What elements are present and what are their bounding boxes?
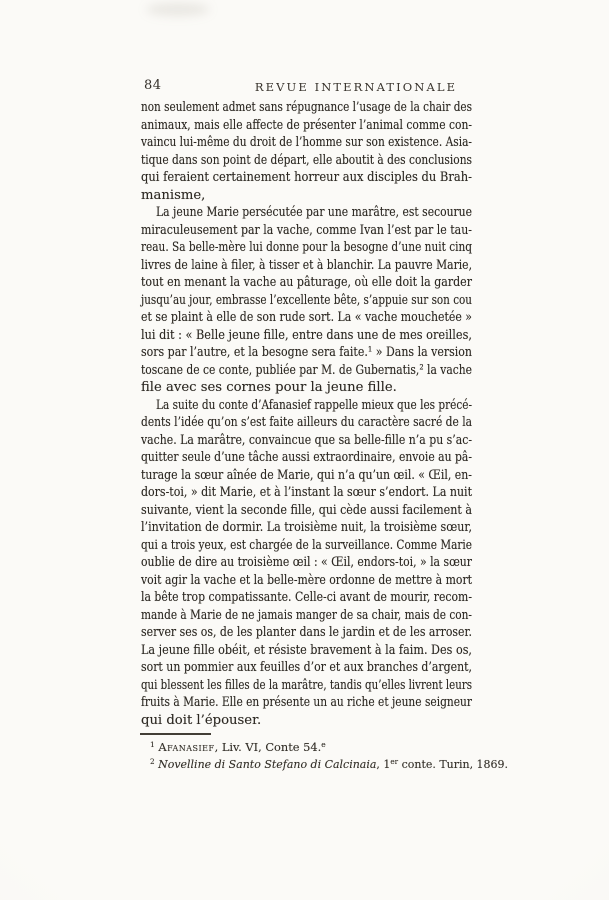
text-line: tout en menant la vache au pâturage, où elle doit la garder xyxy=(141,275,472,290)
text-line: lui dit : « Belle jeune fille, entre dans une de mes oreilles, xyxy=(141,327,472,343)
text-line: tique dans son point de départ, elle aboutit à des conclusions xyxy=(141,152,472,168)
footnote xyxy=(141,739,516,756)
footnote-separator xyxy=(140,733,211,735)
text-line: vaincu lui-même du droit de l’homme sur son existence. Asia- xyxy=(141,135,472,150)
text-line: l’invitation de dormir. La troisième nuit, la troisième sœur, xyxy=(141,520,472,535)
text-line: La suite du conte d’Afanasief rappelle mieux que les précé- xyxy=(156,397,472,413)
paragraph xyxy=(141,204,472,397)
text-line: dents l’idée qu’on s’est faite ailleurs du caractère sacré de la xyxy=(141,415,472,430)
text-line: manisme, xyxy=(141,187,206,203)
text-line: qui blessent les filles de la marâtre, tandis qu’elles livrent leurs xyxy=(141,677,472,693)
footnote-marker: 2 xyxy=(150,756,155,766)
text-line: reau. Sa belle-mère lui donne pour la besogne d’une nuit cinq xyxy=(141,240,472,255)
page-number: 84 xyxy=(144,78,162,93)
text-line: la bête trop compatissante. Celle-ci avant de mourir, recom- xyxy=(141,590,472,605)
text-line: qui feraient certainement horreur aux disciples du Brah- xyxy=(141,170,472,185)
text-line: server ses os, de les planter dans le jardin et de les arroser. xyxy=(141,625,472,640)
text-line: qui doit l’épouser. xyxy=(141,712,262,728)
text-line: sort un pommier aux feuilles d’or et aux branches d’argent, xyxy=(141,660,472,675)
text-line: quitter seule d’une tâche aussi extraordinaire, envoie au pâ- xyxy=(141,450,472,465)
text-line: miraculeusement par la vache, comme Ivan l’est par le tau- xyxy=(141,222,472,238)
text-line: jusqu’au jour, embrasse l’excellente bête, s’appuie sur son cou xyxy=(141,292,472,308)
text-line: dors-toi, » dit Marie, et à l’instant la sœur s’endort. La nuit xyxy=(141,485,472,500)
footnotes xyxy=(141,739,516,772)
text-line: voit agir la vache et la belle-mère ordonne de mettre à mort xyxy=(141,572,472,588)
text-line: La jeune Marie persécutée par une marâtre, est secourue xyxy=(156,205,472,220)
paper-smudge xyxy=(146,3,210,16)
text-line: turage la sœur aînée de Marie, qui n’a qu’un œil. « Œil, en- xyxy=(141,467,472,483)
text-line: oublie de dire au troisième œil : « Œil, endors-toi, » la sœur xyxy=(141,555,472,570)
text-line: non seulement admet sans répugnance l’usage de la chair des xyxy=(141,100,472,115)
footnote-text: er xyxy=(390,756,399,766)
text-line: animaux, mais elle affecte de présenter l’animal comme con- xyxy=(141,117,472,133)
text-line: et se plaint à elle de son rude sort. La « vache mouchetée » xyxy=(141,310,472,325)
text-line: La jeune fille obéit, et résiste bravement à la faim. Des os, xyxy=(141,642,472,658)
text-line: fruits à Marie. Elle en présente un au riche et jeune seigneur xyxy=(141,695,472,710)
running-head: REVUE INTERNATIONALE xyxy=(254,80,458,94)
text-line: suivante, vient la seconde fille, qui cède aussi facilement à xyxy=(141,502,472,518)
footnote-text: conte. Turin, 1869. xyxy=(398,756,508,771)
footnote xyxy=(141,756,516,773)
paragraph xyxy=(141,99,472,204)
footnote-text: , Liv. VI, Conte 54. xyxy=(214,740,322,754)
text-line: sors par l’autre, et la besogne sera faite.¹ » Dans la version xyxy=(141,345,472,360)
footnote-text: Afanasief xyxy=(158,740,215,754)
footnote-text: Novelline di Santo Stefano di Calcinaia xyxy=(158,756,377,771)
footnote-marker: 1 xyxy=(150,740,155,749)
footnote-text: , 1 xyxy=(376,756,391,771)
article-body xyxy=(141,99,472,729)
text-line: vache. La marâtre, convaincue que sa belle-fille n’a pu s’ac- xyxy=(141,432,472,448)
text-line: mande à Marie de ne jamais manger de sa chair, mais de con- xyxy=(141,607,472,623)
text-line: livres de laine à filer, à tisser et à blanchir. La pauvre Marie, xyxy=(141,257,472,273)
footnote-text: e xyxy=(321,740,326,749)
paragraph xyxy=(141,397,472,730)
text-line: qui a trois yeux, est chargée de la surveillance. Comme Marie xyxy=(141,537,472,553)
text-line: toscane de ce conte, publiée par M. de Gubernatis,² la vache xyxy=(141,362,472,378)
text-line: file avec ses cornes pour la jeune fille. xyxy=(141,380,397,395)
